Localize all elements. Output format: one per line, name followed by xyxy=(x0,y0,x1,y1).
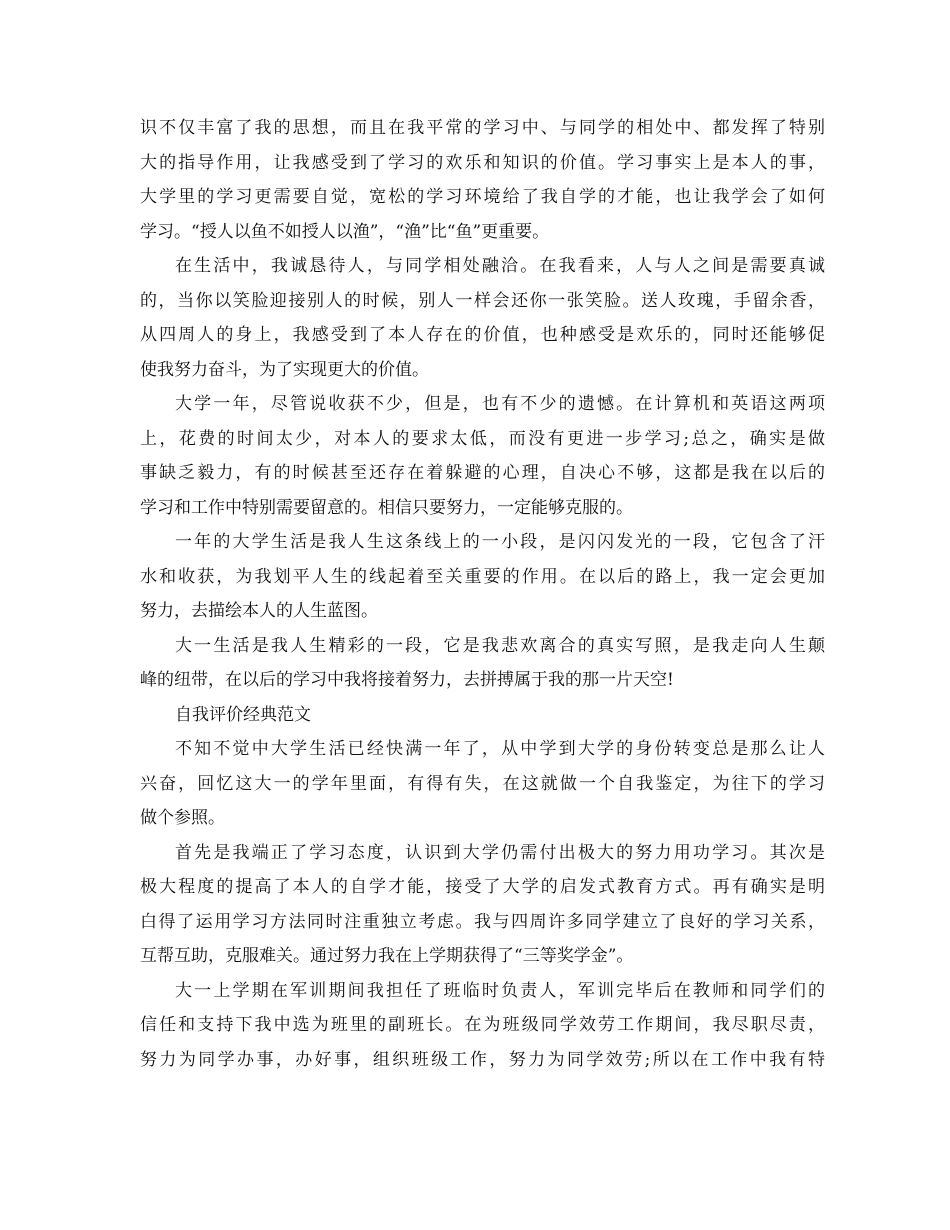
text-line: 首先是我端正了学习态度，认识到大学仍需付出极大的努力用功学习。其次是 xyxy=(175,842,825,863)
document-body xyxy=(140,111,825,1077)
text-line: 大学一年，尽管说收获不少，但是，也有不少的遗憾。在计算机和英语这两项 xyxy=(175,394,825,414)
text-line: 信任和支持下我中选为班里的副班长。在为班级同学效劳工作期间，我尽职尽责， xyxy=(140,1015,825,1035)
text-line: 峰的纽带，在以后的学习中我将接着努力，去拼搏属于我的那一片天空! xyxy=(140,670,674,690)
text-line: 大学里的学习更需要自觉，宽松的学习环境给了我自学的才能，也让我学会了如何 xyxy=(140,187,825,207)
text-line: 上，花费的时间太少，对本人的要求太低，而没有更进一步学习;总之，确实是做 xyxy=(140,428,825,449)
text-line: 大一上学期在军训期间我担任了班临时负责人，军训完毕后在教师和同学们的 xyxy=(175,980,825,1001)
text-line: 不知不觉中大学生活已经快满一年了，从中学到大学的身份转变总是那么让人 xyxy=(175,739,825,759)
text-line: 的，当你以笑脸迎接别人的时候，别人一样会还你一张笑脸。送人玫瑰，手留余香， xyxy=(140,290,825,311)
text-line: 自我评价经典范文 xyxy=(175,704,311,725)
text-line: 学习和工作中特别需要留意的。相信只要努力，一定能够克服的。 xyxy=(140,497,633,518)
text-line: 事缺乏毅力，有的时候甚至还存在着躲避的心理，自决心不够，这都是我在以后的 xyxy=(140,463,825,483)
text-line: 努力为同学办事，办好事，组织班级工作，努力为同学效劳;所以在工作中我有特 xyxy=(140,1049,825,1070)
text-line: 努力，去描绘本人的人生蓝图。 xyxy=(140,601,378,621)
text-line: 白得了运用学习方法同时注重独立考虑。我与四周许多同学建立了良好的学习关系， xyxy=(140,911,825,932)
text-line: 互帮互助，克服难关。通过努力我在上学期获得了“三等奖学金”。 xyxy=(140,946,634,966)
text-line: 兴奋，回忆这大一的学年里面，有得有失，在这就做一个自我鉴定，为往下的学习 xyxy=(140,773,825,794)
text-line: 做个参照。 xyxy=(140,808,225,828)
text-line: 大一生活是我人生精彩的一段，它是我悲欢离合的真实写照，是我走向人生颠 xyxy=(175,635,825,656)
text-line: 使我努力奋斗，为了实现更大的价值。 xyxy=(140,359,429,380)
text-line: 识不仅丰富了我的思想，而且在我平常的学习中、与同学的相处中、都发挥了特别 xyxy=(140,118,825,138)
text-line: 极大程度的提高了本人的自学才能，接受了大学的启发式教育方式。再有确实是明 xyxy=(140,877,825,897)
text-line: 水和收获，为我划平人生的线起着至关重要的作用。在以后的路上，我一定会更加 xyxy=(140,566,825,587)
text-line: 一年的大学生活是我人生这条线上的一小段，是闪闪发光的一段，它包含了汗 xyxy=(175,532,825,552)
text-line: 大的指导作用，让我感受到了学习的欢乐和知识的价值。学习事实上是本人的事， xyxy=(140,152,825,173)
text-line: 学习。“授人以鱼不如授人以渔”，“渔”比“鱼”更重要。 xyxy=(140,221,550,242)
text-line: 在生活中，我诚恳待人，与同学相处融洽。在我看来，人与人之间是需要真诚 xyxy=(175,256,825,276)
text-line: 从四周人的身上，我感受到了本人存在的价值，也种感受是欢乐的，同时还能够促 xyxy=(140,325,825,345)
